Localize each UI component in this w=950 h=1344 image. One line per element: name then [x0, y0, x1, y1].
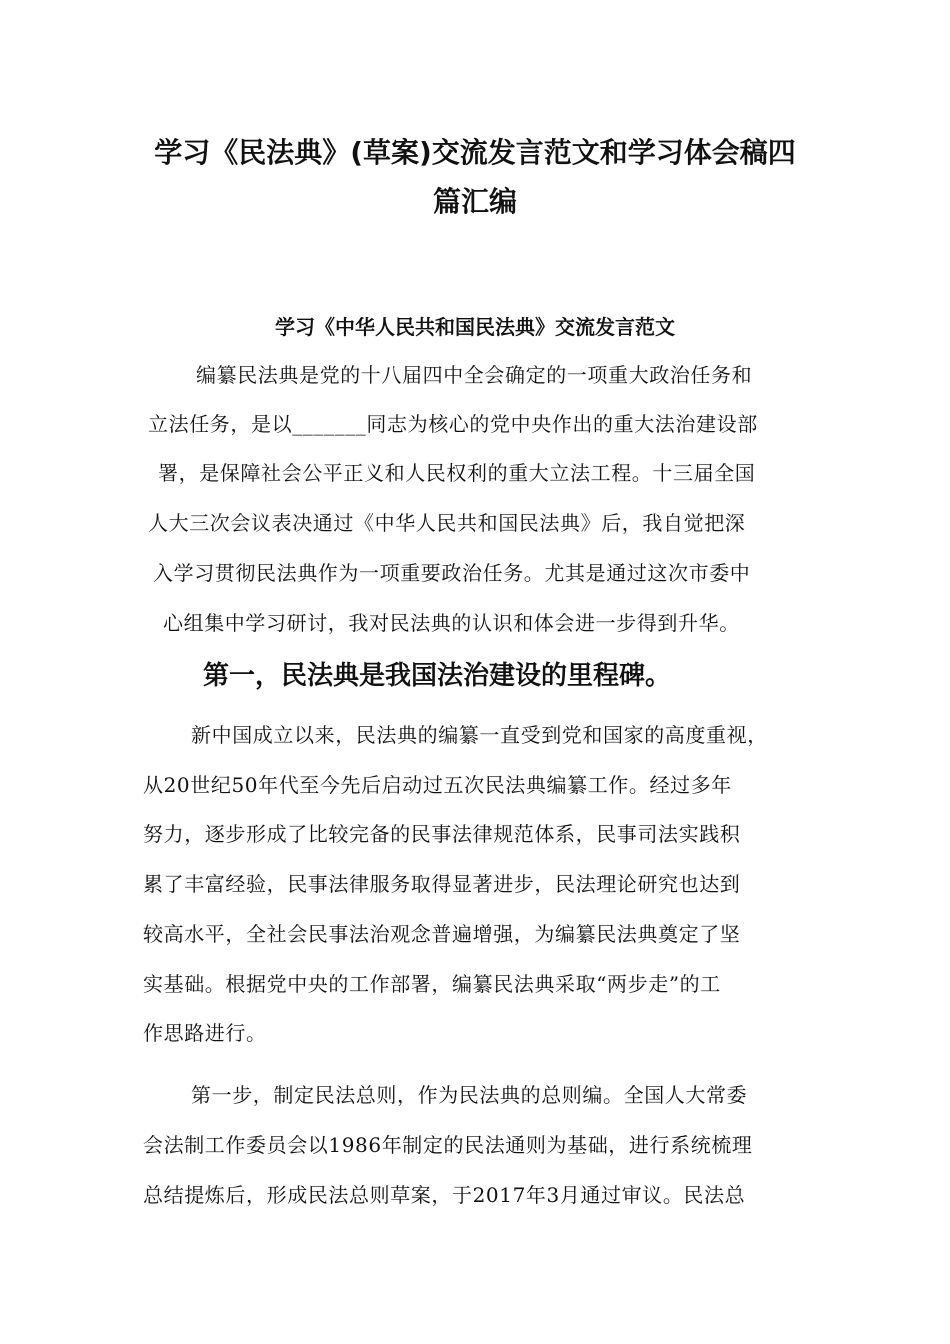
paragraph-2-line: 新中国成立以来，民法典的编纂一直受到党和国家的高度重视， [191, 723, 768, 747]
paragraph-3-line: 第一步，制定民法总则，作为民法典的总则编。全国人大常委 [191, 1083, 748, 1107]
paragraph-1-line: 署，是保障社会公平正义和人民权利的重大立法工程。十三届全国 [158, 461, 756, 485]
paragraph-2-line: 从20世纪50年代至今先后启动过五次民法典编纂工作。经过多年 [143, 773, 732, 797]
paragraph-1-line: 编纂民法典是党的十八届四中全会确定的一项重大政治任务和 [196, 363, 753, 387]
paragraph-2-line: 努力，逐步形成了比较完备的民事法律规范体系，民事司法实践积 [143, 822, 741, 846]
paragraph-1-line: 心组集中学习研讨，我对民法典的认识和体会进一步得到升华。 [163, 611, 740, 635]
paragraph-3-line: 总结提炼后，形成民法总则草案，于2017年3月通过审议。民法总 [143, 1183, 746, 1207]
paragraph-2-line: 实基础。根据党中央的工作部署，编纂民法典采取“两步走”的工 [143, 972, 721, 996]
paragraph-1-line: 立法任务，是以_______同志为核心的党中央作出的重大法治建设部 [148, 412, 758, 436]
document-title-line2: 篇汇编 [432, 185, 517, 218]
paragraph-1-line: 入学习贯彻民法典作为一项重要政治任务。尤其是通过这次市委中 [153, 561, 751, 585]
paragraph-3-line: 会法制工作委员会以1986年制定的民法通则为基础，进行系统梳理 [143, 1133, 753, 1157]
paragraph-2-line: 较高水平，全社会民事法治观念普遍增强，为编纂民法典奠定了坚 [143, 922, 741, 946]
section-subtitle: 学习《中华人民共和国民法典》交流发言范文 [275, 315, 675, 339]
section-heading: 第一，民法典是我国法治建设的里程碑。 [203, 661, 672, 691]
paragraph-2-line: 作思路进行。 [143, 1021, 267, 1045]
document-title-line1: 学习《民法典》(草案)交流发言范文和学习体会稿四 [154, 136, 796, 169]
paragraph-1-line: 人大三次会议表决通过《中华人民共和国民法典》后，我自觉把深 [148, 511, 746, 535]
paragraph-2-line: 累了丰富经验，民事法律服务取得显著进步，民法理论研究也达到 [143, 872, 741, 896]
